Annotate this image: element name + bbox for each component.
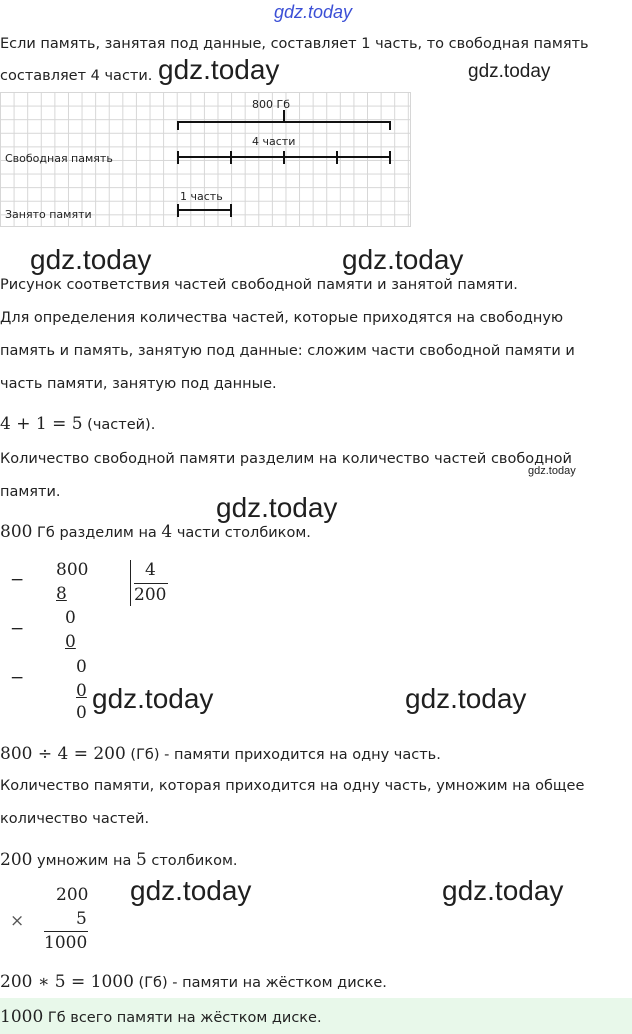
diagram-used-label: Занято памяти [5, 208, 92, 221]
watermark: gdz.today [528, 465, 576, 477]
multiplication-intro-text: умножим на [32, 853, 136, 869]
sum-unit: (частей). [82, 417, 156, 433]
quotient: 200 [134, 585, 167, 605]
multiplication-intro-number: 200 [0, 850, 33, 870]
multiplication-result [0, 972, 387, 993]
multiplication-result-expression: 200 ∗ 5 = 1000 [0, 972, 134, 992]
watermark: gdz.today [342, 244, 464, 275]
watermark: gdz.today [405, 683, 527, 714]
watermark: gdz.today [442, 875, 564, 906]
step3-subtrahend: 0 [76, 681, 87, 701]
minus-sign: − [10, 570, 25, 590]
dividend: 800 [56, 560, 89, 580]
diagram-caption: Рисунок соответствия частей свободной памяти и занятой памяти. [0, 277, 518, 293]
division-intro-text: Гб разделим на [32, 525, 162, 541]
diagram-one-part-label: 1 часть [180, 190, 223, 203]
paragraph1-line-2: память и память, занятую под данные: сложим части свободной памяти и [0, 343, 575, 359]
watermark: gdz.today [158, 54, 280, 85]
sum-equation [0, 414, 155, 435]
intro-line-1: Если память, занятая под данные, составляет 1 часть, то свободная память [0, 36, 589, 52]
minus-sign: − [10, 619, 25, 639]
multiplication-result-text: (Гб) - памяти на жёстком диске. [133, 975, 387, 991]
minus-sign: − [10, 668, 25, 688]
paragraph3-line-1: Количество памяти, которая приходится на одну часть, умножим на общее [0, 778, 585, 794]
diagram-total-label: 800 Гб [252, 98, 290, 111]
quotient-line [134, 583, 168, 584]
answer [0, 1007, 322, 1028]
diagram-parts-label: 4 части [252, 135, 296, 148]
division-result [0, 744, 441, 765]
watermark-top: gdz.today [274, 2, 353, 22]
watermark: gdz.today [92, 683, 214, 714]
final-remainder: 0 [76, 703, 87, 723]
diagram-free-label: Свободная память [5, 152, 113, 165]
step1-subtrahend: 8 [56, 584, 67, 604]
paragraph1-line-1: Для определения количества частей, которые приходятся на свободную [0, 310, 564, 326]
divisor: 4 [145, 560, 156, 580]
product: 1000 [44, 933, 88, 953]
watermark: gdz.today [216, 492, 338, 523]
multiplication-intro-number-2: 5 [135, 850, 147, 870]
division-intro-number-2: 4 [161, 522, 173, 542]
multiplication-intro-text-2: столбиком. [146, 853, 238, 869]
sum-expression: 4 + 1 = 5 [0, 414, 83, 434]
watermark: gdz.today [130, 875, 252, 906]
answer-number: 1000 [0, 1007, 44, 1027]
paragraph2-line-2: памяти. [0, 484, 61, 500]
multiplier: 5 [76, 909, 87, 929]
step2-subtrahend: 0 [65, 632, 76, 652]
intro-line-2: составляет 4 части. [0, 68, 153, 84]
step2-remainder: 0 [76, 657, 87, 677]
paragraph2-line-1: Количество свободной памяти разделим на количество частей свободной [0, 451, 572, 467]
paragraph3-line-2: количество частей. [0, 811, 150, 827]
division-intro [0, 522, 311, 543]
division-result-expression: 800 ÷ 4 = 200 [0, 744, 126, 764]
multiplicand: 200 [56, 885, 89, 905]
times-sign: × [10, 911, 25, 931]
paragraph1-line-3: часть памяти, занятую под данные. [0, 376, 277, 392]
multiplication-intro [0, 850, 238, 871]
step1-remainder: 0 [65, 608, 76, 628]
answer-text: Гб всего памяти на жёстком диске. [43, 1010, 322, 1026]
multiplication-line [44, 931, 88, 932]
watermark: gdz.today [468, 61, 551, 82]
division-bar [130, 560, 131, 606]
division-intro-text-2: части столбиком. [172, 525, 311, 541]
division-result-text: (Гб) - памяти приходится на одну часть. [125, 747, 441, 763]
watermark: gdz.today [30, 244, 152, 275]
division-intro-number: 800 [0, 522, 33, 542]
